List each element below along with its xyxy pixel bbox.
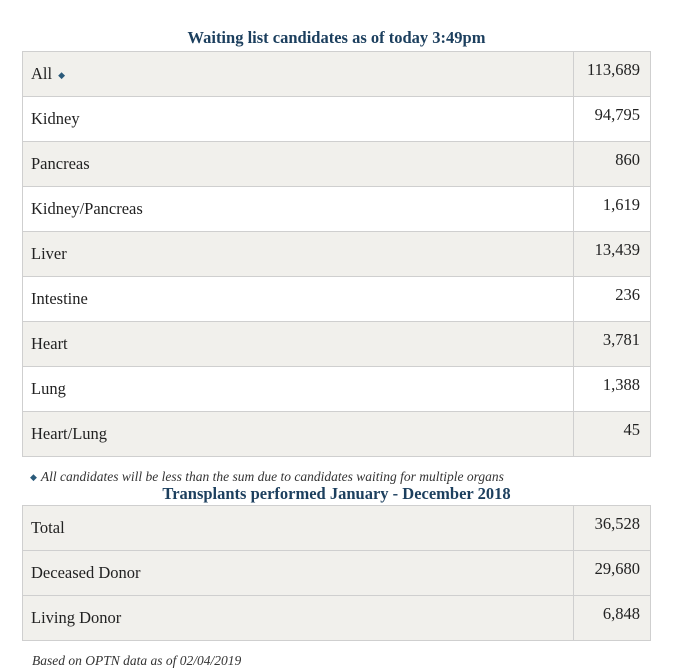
table-row xyxy=(23,277,651,322)
row-label: Intestine xyxy=(23,277,574,322)
waiting-list-table xyxy=(22,51,651,457)
table-row xyxy=(23,97,651,142)
row-value: 236 xyxy=(574,277,651,322)
row-value: 113,689 xyxy=(574,52,651,97)
row-value: 29,680 xyxy=(574,551,651,596)
row-value: 13,439 xyxy=(574,232,651,277)
row-label: Pancreas xyxy=(23,142,574,187)
row-value: 3,781 xyxy=(574,322,651,367)
row-label: Living Donor xyxy=(23,596,574,641)
table-row xyxy=(23,52,651,97)
row-label: All ◆ xyxy=(23,52,574,97)
row-label: Heart/Lung xyxy=(23,412,574,457)
row-label: Kidney xyxy=(23,97,574,142)
row-value: 1,388 xyxy=(574,367,651,412)
waiting-list-footnote xyxy=(22,469,651,485)
row-value: 1,619 xyxy=(574,187,651,232)
row-label: Kidney/Pancreas xyxy=(23,187,574,232)
waiting-list-section xyxy=(22,28,651,485)
source-note: Based on OPTN data as of 02/04/2019 xyxy=(32,653,242,668)
row-value: 36,528 xyxy=(574,506,651,551)
waiting-list-title: Waiting list candidates as of today 3:49pm xyxy=(187,28,486,47)
row-label: Heart xyxy=(23,322,574,367)
row-label: Total xyxy=(23,506,574,551)
table-row xyxy=(23,412,651,457)
table-row xyxy=(23,551,651,596)
transplants-table xyxy=(22,505,651,641)
table-row xyxy=(23,142,651,187)
row-label: Lung xyxy=(23,367,574,412)
all-candidates-marker-icon: ◆ xyxy=(58,69,66,80)
footnote-marker-icon: ◆ xyxy=(30,472,37,483)
row-label: Liver xyxy=(23,232,574,277)
table-row xyxy=(23,232,651,277)
transplants-title: Transplants performed January - December 2018 xyxy=(162,484,511,503)
table-row xyxy=(23,187,651,232)
row-label: Deceased Donor xyxy=(23,551,574,596)
table-row xyxy=(23,367,651,412)
row-value: 94,795 xyxy=(574,97,651,142)
table-row xyxy=(23,596,651,641)
row-value: 860 xyxy=(574,142,651,187)
footnote-text: All candidates will be less than the sum due to candidates waiting for multiple organs xyxy=(40,469,504,484)
table-row xyxy=(23,506,651,551)
transplants-section xyxy=(22,484,651,669)
table-row xyxy=(23,322,651,367)
row-value: 6,848 xyxy=(574,596,651,641)
row-value: 45 xyxy=(574,412,651,457)
